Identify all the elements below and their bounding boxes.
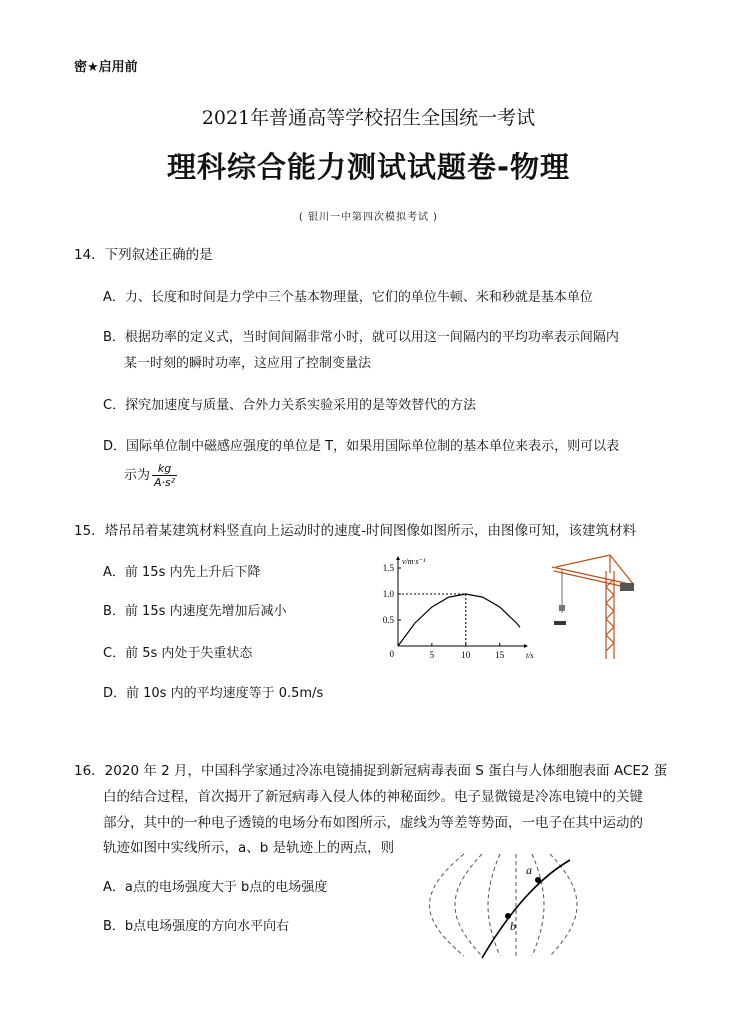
q16-stem-line2: 白的结合过程，首次揭开了新冠病毒入侵人体的神秘面纱。电子显微镜是冷冻电镜中的关键	[103, 789, 643, 805]
counterweight	[620, 583, 634, 591]
q14-option-d-prefix: 示为	[124, 468, 151, 483]
velocity-curve	[398, 594, 520, 646]
q16-stem-line3: 部分，其中的一种电子透镜的电场分布如图所示，虚线为等差等势面，一电子在其中运动的	[103, 815, 643, 831]
y-tick-label: 0.5	[382, 615, 394, 625]
q15-option-a: A．前 15s 内先上升后下降	[103, 565, 261, 580]
q14-option-d-line1: D．国际单位制中磁感应强度的单位是 T，如果用国际单位制的基本单位来表示，则可以表	[103, 439, 620, 454]
q14-option-b-line1: B．根据功率的定义式，当时间间隔非常小时，就可以用这一间隔内的平均功率表示间隔内	[103, 330, 619, 345]
y-tick-label: 1.5	[382, 563, 394, 573]
q16-option-a: A．a点的电场强度大于 b点的电场强度	[103, 880, 328, 895]
y-axis-arrow	[396, 556, 400, 560]
fraction-denominator: A·s²	[154, 476, 176, 489]
electric-field-figure	[424, 852, 592, 958]
q14-option-a: A．力、长度和时间是力学中三个基本物理量，它们的单位牛顿、米和秒就是基本单位	[103, 290, 593, 305]
chart-plot-area	[383, 556, 534, 660]
label-a: a	[526, 863, 532, 877]
q15-option-c: C．前 5s 内处于失重状态	[103, 646, 253, 661]
q14-stem: 14．下列叙述正确的是	[74, 247, 213, 263]
secret-mark: 密★启用前	[74, 60, 138, 75]
y-tick-label: 1.0	[382, 589, 394, 599]
x-tick-label: 5	[429, 650, 435, 660]
q16-option-b: B．b点电场强度的方向水平向右	[103, 919, 290, 934]
x-axis-label: t/s	[526, 651, 534, 660]
x-axis-arrow	[524, 644, 528, 648]
q15-option-b: B．前 15s 内速度先增加后减小	[103, 604, 287, 619]
q15-option-d: D．前 10s 内的平均速度等于 0.5m/s	[103, 686, 324, 701]
q16-stem-line1: 16．2020 年 2 月，中国科学家通过冷冻电镜捕捉到新冠病毒表面 S 蛋白与人体细胞表面 ACE2 蛋	[74, 763, 668, 779]
unit-fraction	[152, 462, 177, 489]
exam-title: 2021年普通高等学校招生全国统一考试	[201, 107, 536, 129]
point-a	[535, 877, 541, 883]
label-b: b	[510, 919, 516, 933]
x-tick-label: 15	[495, 650, 505, 660]
paper-subtitle: ( 银川一中第四次模拟考试 )	[298, 212, 439, 223]
tower-crane-image	[548, 551, 640, 661]
y-axis-label: v/m·s⁻¹	[402, 557, 426, 566]
q14-option-b-line2: 某一时刻的瞬时功率，这应用了控制变量法	[124, 356, 372, 371]
paper-title: 理科综合能力测试试题卷-物理	[166, 150, 571, 184]
q16-stem-line4: 轨迹如图中实线所示，a、b 是轨迹上的两点，则	[103, 840, 395, 856]
origin-label: 0	[389, 649, 394, 659]
q14-option-c: C．探究加速度与质量、合外力关系实验采用的是等效替代的方法	[103, 398, 477, 413]
q14-option-d-line2	[124, 462, 177, 489]
q15-stem: 15．塔吊吊着某建筑材料竖直向上运动时的速度-时间图像如图所示，由图像可知，该建筑材料	[74, 523, 637, 539]
velocity-time-chart	[370, 557, 534, 668]
x-tick-label: 10	[461, 650, 471, 660]
fraction-numerator: kg	[152, 462, 177, 476]
